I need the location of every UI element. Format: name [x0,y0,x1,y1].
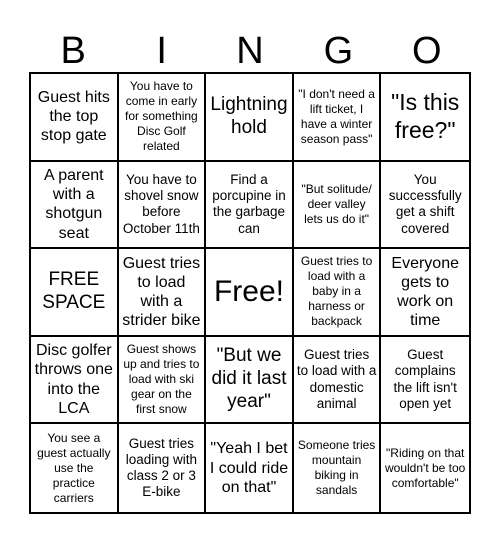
bingo-cell[interactable]: Guest tries to load with a domestic animal [294,337,382,425]
bingo-cell[interactable]: Guest tries to load with a baby in a harness or backpack [294,249,382,337]
bingo-cell[interactable]: You have to come in early for something Disc Golf related [119,74,207,162]
header-letter-o: O [412,30,442,72]
bingo-header [29,30,471,72]
bingo-cell[interactable]: You have to shovel snow before October 11th [119,162,207,250]
bingo-cell-free-space[interactable]: FREE SPACE [31,249,119,337]
bingo-cell[interactable]: "Is this free?" [381,74,469,162]
bingo-cell[interactable]: Guest hits the top stop gate [31,74,119,162]
bingo-cell-free-center[interactable]: Free! [206,249,294,337]
bingo-cell[interactable]: Guest tries loading with class 2 or 3 E-bike [119,424,207,512]
bingo-cell[interactable]: Guest complains the lift isn't open yet [381,337,469,425]
bingo-cell[interactable]: Find a porcupine in the garbage can [206,162,294,250]
bingo-cell[interactable]: Someone tries mountain biking in sandals [294,424,382,512]
header-letter-n: N [236,30,264,72]
bingo-cell[interactable]: "Riding on that wouldn't be too comfortable" [385,445,466,490]
header-letter-i: I [156,30,167,72]
bingo-cell[interactable]: Guest shows up and tries to load with ski gear on the first snow [119,337,207,425]
bingo-cell[interactable]: "But we did it last year" [206,337,294,425]
bingo-cell[interactable]: A parent with a shotgun seat [31,162,119,250]
bingo-cell[interactable]: Everyone gets to work on time [381,249,469,337]
bingo-cell[interactable]: Disc golfer throws one into the LCA [31,337,119,425]
bingo-cell[interactable]: Guest tries to load with a strider bike [119,249,207,337]
bingo-card [29,72,471,514]
header-letter-b: B [60,30,86,72]
bingo-cell[interactable]: You see a guest actually use the practice carriers [31,424,119,512]
header-letter-g: G [323,30,354,72]
bingo-cell[interactable]: "I don't need a lift ticket, I have a winter season pass" [294,74,382,162]
bingo-cell[interactable]: You successfully get a shift covered [381,162,469,250]
bingo-cell[interactable]: Lightning hold [206,74,294,162]
bingo-cell[interactable]: "But solitude/ deer valley lets us do it" [294,162,382,250]
bingo-cell[interactable]: "Yeah I bet I could ride on that" [206,424,294,512]
